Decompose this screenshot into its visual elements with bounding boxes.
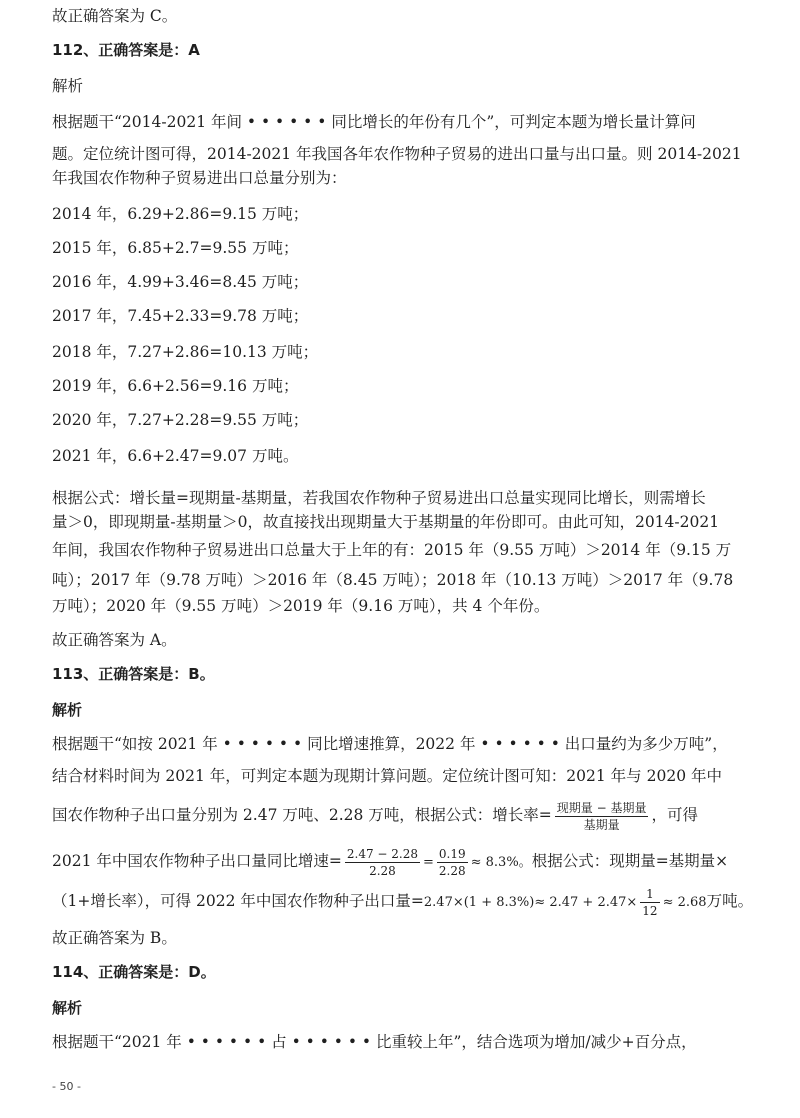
year-total-2020: 2020 年，7.27+2.28=9.55 万吨； bbox=[52, 411, 309, 429]
year-total-2018: 2018 年，7.27+2.86=10.13 万吨； bbox=[52, 343, 319, 361]
page-number: - 50 - bbox=[52, 1080, 81, 1093]
analysis-label: 解析 bbox=[52, 999, 83, 1017]
answer-line-a: 故正确答案为 A。 bbox=[52, 631, 177, 649]
answer-line-c: 故正确答案为 C。 bbox=[52, 7, 178, 25]
paragraph-line: 题。定位统计图可得，2014-2021 年我国各年农作物种子贸易的进出口量与出口量。则 2014-2021 bbox=[52, 145, 742, 163]
year-total-2019: 2019 年，6.6+2.56=9.16 万吨； bbox=[52, 377, 299, 395]
fraction-numerator: 2.47 − 2.28 bbox=[346, 846, 418, 861]
formula-line-2021-rate bbox=[52, 844, 758, 880]
heading-q113: 113、正确答案是：B。 bbox=[52, 665, 215, 683]
analysis-label: 解析 bbox=[52, 701, 83, 719]
analysis-label: 解析 bbox=[52, 77, 84, 95]
fraction-numerator: 现期量 − 基期量 bbox=[556, 800, 647, 815]
approx-result: ≈ 2.68 bbox=[662, 895, 707, 910]
paragraph-line: 结合材料时间为 2021 年，可判定本题为现期计算问题。定位统计图可知：2021 年与 2020 年中 bbox=[52, 767, 722, 785]
paragraph-line: 量＞0，即现期量-基期量＞0，故直接找出现期量大于基期量的年份即可。由此可知，2014-2021 bbox=[52, 513, 720, 531]
math-expression: 2.47×(1 + 8.3%)≈ 2.47 + 2.47× bbox=[423, 895, 638, 910]
equals-sign: = bbox=[423, 855, 434, 870]
fraction-denominator: 2.28 bbox=[369, 863, 396, 878]
paragraph-line: 根据题干“2014-2021 年间 • • • • • • 同比增长的年份有几个”，可判定本题为增长量计算问 bbox=[52, 113, 696, 131]
fraction-denominator: 12 bbox=[642, 903, 658, 918]
growth-rate-fraction bbox=[555, 801, 649, 832]
formula-text: 根据公式：现期量=基期量× bbox=[531, 852, 729, 870]
difference-fraction bbox=[345, 847, 420, 878]
formula-text: ，可得 bbox=[651, 806, 698, 824]
paragraph-line: 万吨）；2020 年（9.55 万吨）＞2019 年（9.16 万吨），共 4 个年份。 bbox=[52, 597, 550, 615]
fraction-denominator: 基期量 bbox=[583, 817, 620, 832]
paragraph-line: 年间，我国农作物种子贸易进出口总量大于上年的有：2015 年（9.55 万吨）＞2014 年（9.15 万 bbox=[52, 541, 732, 559]
approx-result: ≈ 8.3%。 bbox=[470, 855, 532, 870]
heading-q112: 112、正确答案是：A bbox=[52, 41, 200, 59]
paragraph-line: 根据题干“2021 年 • • • • • • 占 • • • • • • 比重较上年”，结合选项为增加/减少+百分点， bbox=[52, 1033, 697, 1051]
year-total-2017: 2017 年，7.45+2.33=9.78 万吨； bbox=[52, 307, 309, 325]
year-total-2014: 2014 年，6.29+2.86=9.15 万吨； bbox=[52, 205, 309, 223]
formula-text: 万吨。 bbox=[706, 892, 754, 910]
formula-text: 国农作物种子出口量分别为 2.47 万吨、2.28 万吨，根据公式：增长率= bbox=[52, 806, 552, 824]
formula-text: 2021 年中国农作物种子出口量同比增速= bbox=[52, 852, 342, 870]
paragraph-line: 根据公式：增长量=现期量-基期量，若我国农作物种子贸易进出口总量实现同比增长，则需增长 bbox=[52, 489, 706, 507]
fraction-numerator: 1 bbox=[640, 887, 659, 903]
formula-text: （1+增长率），可得 2022 年中国农作物种子出口量= bbox=[52, 892, 424, 910]
paragraph-line: 吨）；2017 年（9.78 万吨）＞2016 年（8.45 万吨）；2018 年（10.13 万吨）＞2017 年（9.78 bbox=[52, 571, 734, 589]
fraction-denominator: 2.28 bbox=[438, 863, 466, 878]
formula-line-2022-export bbox=[52, 884, 758, 920]
one-twelfth-fraction bbox=[640, 887, 659, 918]
ratio-fraction bbox=[437, 847, 468, 878]
year-total-2016: 2016 年，4.99+3.46=8.45 万吨； bbox=[52, 273, 309, 291]
fraction-numerator: 0.19 bbox=[438, 846, 466, 861]
formula-line-growth-rate bbox=[52, 798, 758, 832]
year-total-2015: 2015 年，6.85+2.7=9.55 万吨； bbox=[52, 239, 299, 257]
paragraph-line: 年我国农作物种子贸易进出口总量分别为： bbox=[52, 169, 347, 187]
answer-line-b: 故正确答案为 B。 bbox=[52, 929, 177, 947]
paragraph-line: 根据题干“如按 2021 年 • • • • • • 同比增速推算，2022 年 • • • • • • 出口量约为多少万吨”， bbox=[52, 735, 728, 753]
heading-q114: 114、正确答案是：D。 bbox=[52, 963, 216, 981]
year-total-2021: 2021 年，6.6+2.47=9.07 万吨。 bbox=[52, 447, 299, 465]
